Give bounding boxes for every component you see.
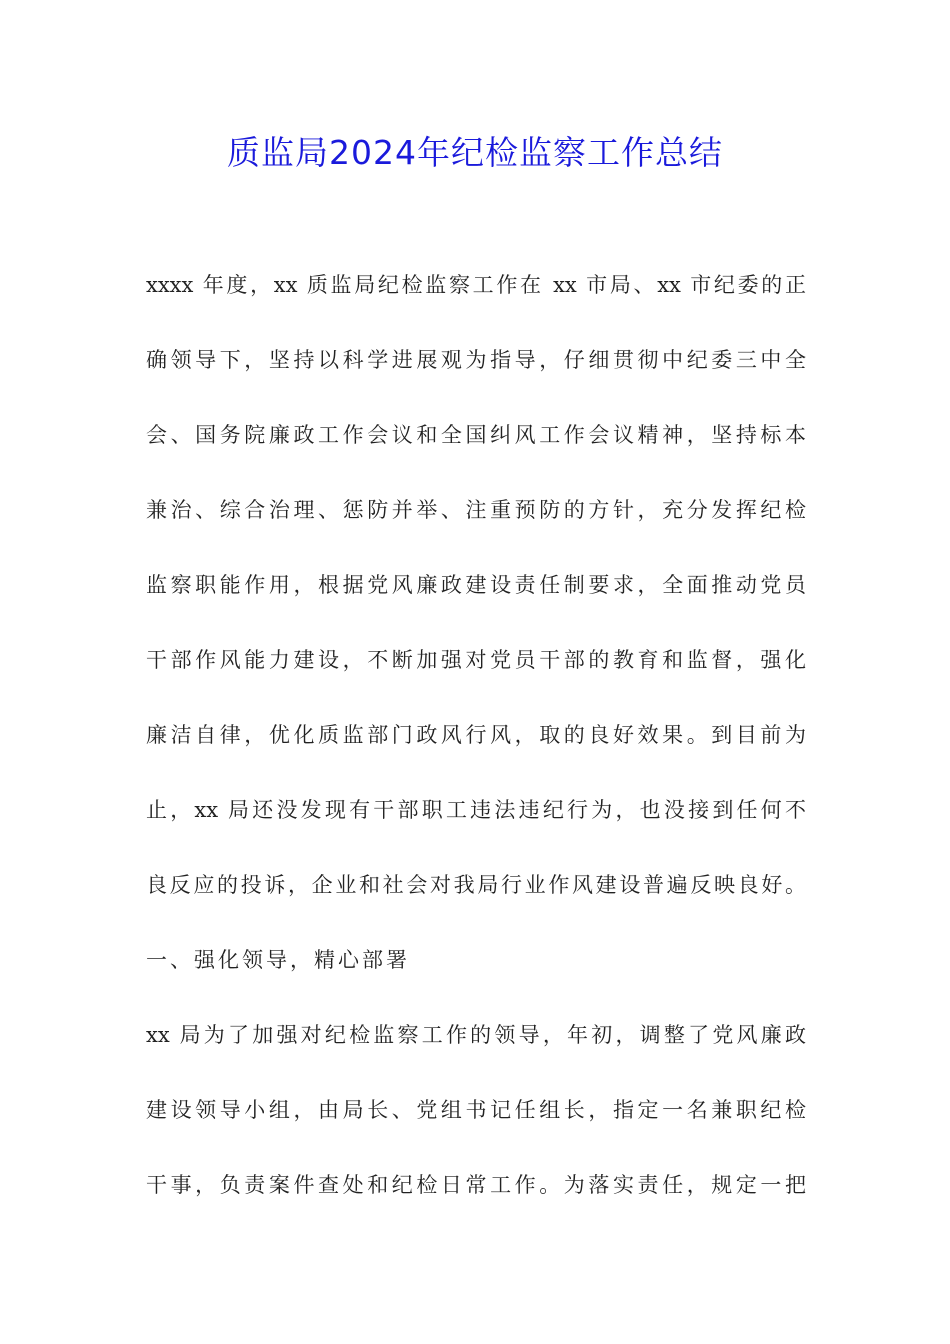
paragraph-line: 监察职能作用，根据党风廉政建设责任制要求，全面推动党员 bbox=[146, 573, 806, 597]
paragraph-line: 良反应的投诉，企业和社会对我局行业作风建设普遍反映良好。 bbox=[146, 873, 806, 897]
document-body bbox=[146, 261, 806, 1236]
paragraph-line: 廉洁自律，优化质监部门政风行风，取的良好效果。到目前为 bbox=[146, 723, 806, 747]
paragraph-line: 止，xx 局还没发现有干部职工违法违纪行为，也没接到任何不 bbox=[146, 798, 806, 822]
paragraph-line: 干事，负责案件查处和纪检日常工作。为落实责任，规定一把 bbox=[146, 1173, 806, 1197]
paragraph-line: 干部作风能力建设，不断加强对党员干部的教育和监督，强化 bbox=[146, 648, 806, 672]
paragraph-line: xxxx 年度，xx 质监局纪检监察工作在 xx 市局、xx 市纪委的正 bbox=[146, 273, 806, 297]
paragraph-line: xx 局为了加强对纪检监察工作的领导，年初，调整了党风廉政 bbox=[146, 1023, 806, 1047]
paragraph-line: 兼治、综合治理、惩防并举、注重预防的方针，充分发挥纪检 bbox=[146, 498, 806, 522]
paragraph-line: 建设领导小组，由局长、党组书记任组长，指定一名兼职纪检 bbox=[146, 1098, 806, 1122]
document-title: 质监局2024年纪检监察工作总结 bbox=[227, 133, 723, 172]
section-heading: 一、强化领导，精心部署 bbox=[146, 948, 410, 972]
paragraph-line: 会、国务院廉政工作会议和全国纠风工作会议精神，坚持标本 bbox=[146, 423, 806, 447]
paragraph-line: 确领导下，坚持以科学进展观为指导，仔细贯彻中纪委三中全 bbox=[146, 348, 806, 372]
